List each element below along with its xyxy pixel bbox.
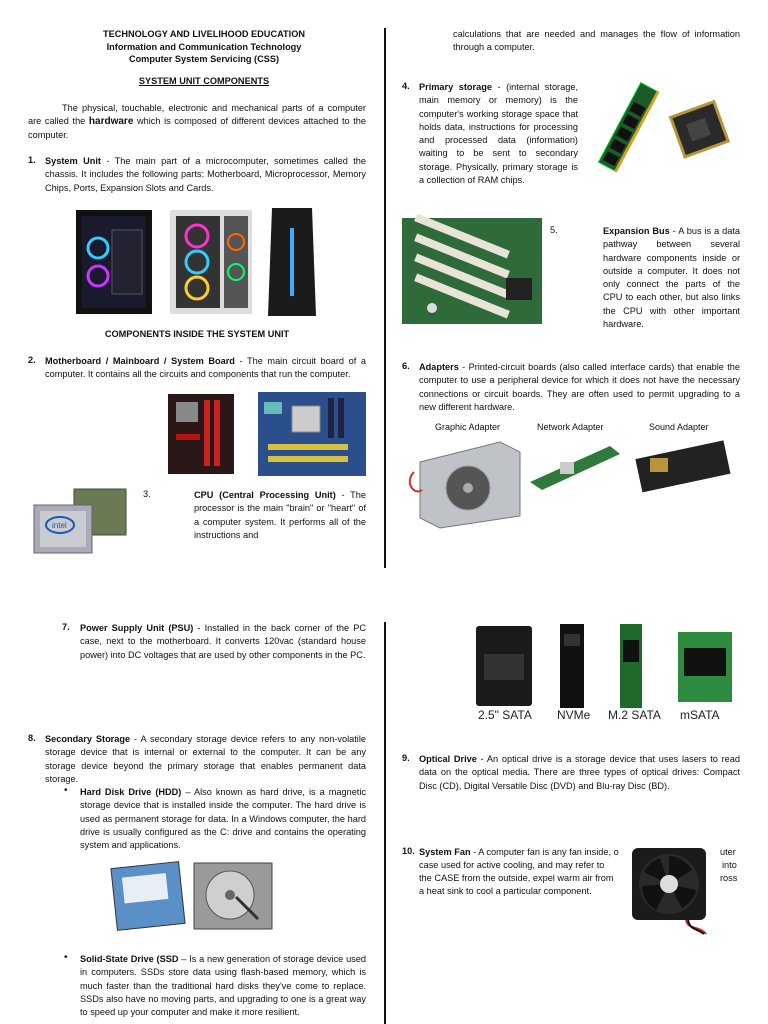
item-number: 7. bbox=[62, 622, 70, 632]
bullet-dot: • bbox=[64, 952, 68, 963]
item-number: 5. bbox=[550, 225, 558, 235]
bullet-ssd bbox=[80, 953, 366, 1019]
section-title: SYSTEM UNIT COMPONENTS bbox=[138, 75, 270, 86]
fan-text-fragment: case used for active cooling, and may refer to bbox=[419, 860, 605, 870]
item-system-fan bbox=[419, 846, 634, 859]
item-text: - The processor is the main "brain" or "heart" of a computer system. It performs all of the instructions and bbox=[194, 490, 366, 540]
hard-disk-image bbox=[108, 861, 276, 931]
item-text: - A computer fan is any fan inside, o bbox=[470, 847, 619, 857]
item-number: 9. bbox=[402, 753, 410, 763]
item-term: Adapters bbox=[419, 362, 459, 372]
item-text: - An optical drive is a storage device that uses lasers to read data on the optical media. There are three types of optical drives: Compact Disc (CD), Digital Versatile Disc (DVD) and Blu-ray Disc (BD). bbox=[419, 754, 740, 791]
bullet-text: – Is a new generation of storage device used in computers. SSDs store data using flash-based memory, which is much faster than the traditional hard disks they've come to replace. SSDs also have no moving parts, and upgrading to one is a great way to speed up your computer and make it more resilient. bbox=[80, 954, 366, 1018]
fan-text-fragment: ross bbox=[720, 873, 738, 883]
bullet-term: Solid-State Drive (SSD bbox=[80, 954, 179, 964]
item-term: Primary storage bbox=[419, 82, 492, 92]
adapter-label: Network Adapter bbox=[537, 422, 604, 432]
item-expansion-bus bbox=[603, 225, 740, 331]
fan-text-fragment: uter bbox=[720, 847, 736, 857]
item-term: CPU (Central Processing Unit) bbox=[194, 490, 336, 500]
expansion-bus-image bbox=[402, 218, 542, 324]
item-adapters bbox=[419, 361, 740, 414]
bullet-hdd bbox=[80, 786, 366, 852]
item-term: Power Supply Unit (PSU) bbox=[80, 623, 194, 633]
item-system-unit bbox=[45, 155, 366, 195]
intro-post: which is composed of different devices attached to the computer. bbox=[28, 116, 367, 140]
svg-text:intel: intel bbox=[52, 521, 67, 530]
ssd-label: NVMe bbox=[557, 708, 591, 722]
ssd-label: 2.5" SATA bbox=[478, 708, 532, 722]
bullet-dot: • bbox=[64, 785, 68, 796]
header-line-1: TECHNOLOGY AND LIVELIHOOD EDUCATION bbox=[103, 29, 305, 39]
item-number: 1. bbox=[28, 155, 36, 165]
item-term: Motherboard / Mainboard / System Board bbox=[45, 356, 235, 366]
header-line-3: Computer System Servicing (CSS) bbox=[128, 54, 280, 64]
item-term: System Fan bbox=[419, 847, 471, 857]
item-text: - A secondary storage device refers to any non-volatile storage device that is internal or external to the computer. It can be any storage device beyond the primary storage that enables permanent data storage. bbox=[45, 734, 366, 784]
ssd-types-image bbox=[474, 624, 740, 708]
item-power-supply bbox=[80, 622, 366, 662]
item-primary-storage bbox=[419, 81, 578, 187]
item-number: 6. bbox=[402, 361, 410, 371]
bullet-term: Hard Disk Drive (HDD) bbox=[80, 787, 182, 797]
system-fan-image bbox=[626, 846, 712, 936]
header-line-2: Information and Communication Technology bbox=[106, 41, 302, 52]
document-header bbox=[40, 28, 368, 87]
item-secondary-storage bbox=[45, 733, 366, 786]
item-term: Expansion Bus bbox=[603, 226, 670, 236]
adapter-label: Graphic Adapter bbox=[435, 422, 501, 432]
page-2 bbox=[0, 512, 768, 1024]
item-number: 4. bbox=[402, 81, 410, 91]
intro-pre: The physical, touchable, electronic and mechanical parts of a computer are called the bbox=[28, 103, 366, 127]
motherboard-image bbox=[168, 392, 368, 476]
column-divider bbox=[384, 28, 386, 568]
item-number: 2. bbox=[28, 355, 36, 365]
components-heading: COMPONENTS INSIDE THE SYSTEM UNIT bbox=[104, 329, 290, 339]
ram-chips-image bbox=[598, 84, 740, 170]
item-number: 8. bbox=[28, 733, 36, 743]
system-unit-cases-image bbox=[76, 208, 326, 316]
ssd-label: M.2 SATA bbox=[608, 708, 661, 722]
item-term: Secondary Storage bbox=[45, 734, 131, 744]
adapter-label: Sound Adapter bbox=[649, 422, 709, 432]
column-divider bbox=[384, 622, 386, 1024]
item-text: - The main part of a microcomputer, sometimes called the chassis. It includes the following parts: Motherboard, Microprocessor, Memory Chips, Ports, Expansion Slots and Cards. bbox=[45, 156, 366, 193]
item-number: 3. bbox=[143, 489, 151, 499]
item-text: - The main circuit board of a computer. It contains all the circuits and components that run the computer. bbox=[45, 356, 366, 380]
item-term: Optical Drive bbox=[419, 754, 477, 764]
fan-text-fragment: the CASE from the outside, expel warm air from bbox=[419, 873, 614, 883]
item-text: - Printed-circuit boards (also called interface cards) that enable the computer to use a peripheral device for which it does not have the necessary connections or circuit boards. They are often used to permit upgrading to a new different hardware. bbox=[419, 362, 740, 412]
item-text: - A bus is a data pathway between several hardware components inside or outside a computer. It does not only connect the parts of the CPU to each other, but also links the CPU with other important hardware. bbox=[603, 226, 740, 330]
item-number: 10. bbox=[402, 846, 415, 856]
intro-paragraph bbox=[28, 102, 366, 142]
fan-text-fragment: into bbox=[722, 860, 737, 870]
cpu-continuation: calculations that are needed and manages the flow of information through a computer. bbox=[453, 29, 740, 53]
item-optical-drive bbox=[419, 753, 740, 793]
item-term: System Unit bbox=[45, 156, 101, 166]
ssd-label: mSATA bbox=[680, 708, 720, 722]
intro-term: hardware bbox=[88, 116, 134, 128]
fan-text-fragment: a heat sink to cool a particular component. bbox=[419, 886, 592, 896]
bullet-text: – Also known as hard drive, is a magnetic storage device that is installed inside the computer. The hard drive is used as permanent storage for data. In a Windows computer, the hard drive is usually configured as the C: drive and contains the operating system and applications. bbox=[80, 787, 366, 851]
item-motherboard bbox=[45, 355, 366, 382]
item-text: - Installed in the back corner of the PC case, next to the motherboard. It converts 120vac (standard house power) into DC voltages that are used by other components in the PC. bbox=[80, 623, 366, 660]
item-text: - (internal storage, main memory or memory) is the computer's working storage space that holds data, instructions for processing and processed data (information) waiting to be sent to secondary storage. Physically, primary storage is a collection of RAM chips. bbox=[419, 82, 579, 186]
